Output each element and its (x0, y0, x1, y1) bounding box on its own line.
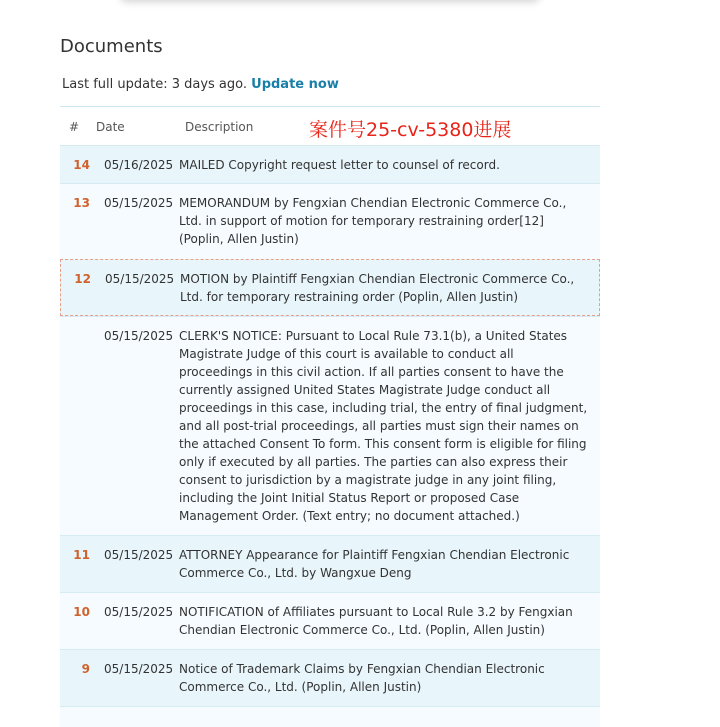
row-date: 05/15/2025 (104, 662, 174, 676)
row-date: 05/15/2025 (104, 196, 174, 210)
table-row[interactable] (60, 145, 600, 183)
row-num: 9 (81, 662, 90, 676)
table-row-selected[interactable] (60, 259, 600, 316)
header-date: Date (96, 120, 125, 134)
table-row-partial (60, 706, 600, 727)
row-description: NOTIFICATION of Affiliates pursuant to Local Rule 3.2 by Fengxian Chendian Electronic Commerce Co., Ltd. (Poplin, Allen Justin) (179, 605, 573, 637)
row-date: 05/16/2025 (104, 158, 174, 172)
table-row[interactable] (60, 316, 600, 535)
table-row[interactable] (60, 649, 600, 706)
documents-heading: Documents (60, 36, 163, 57)
docket-table (60, 106, 600, 727)
row-description: MAILED Copyright request letter to counsel of record. (179, 158, 500, 172)
table-row[interactable] (60, 183, 600, 259)
row-description: MOTION by Plaintiff Fengxian Chendian Electronic Commerce Co., Ltd. for temporary restraining order (Poplin, Allen Justin) (180, 272, 575, 304)
table-header (60, 107, 600, 145)
row-description: ATTORNEY Appearance for Plaintiff Fengxian Chendian Electronic Commerce Co., Ltd. by Wangxue Deng (179, 548, 570, 580)
row-num: 12 (74, 272, 91, 286)
row-num: 14 (73, 158, 90, 172)
case-number-annotation: 案件号25-cv-5380进展 (309, 119, 512, 141)
row-date: 05/15/2025 (105, 272, 175, 286)
row-num: 11 (73, 548, 90, 562)
row-date: 05/15/2025 (104, 548, 174, 562)
row-description: MEMORANDUM by Fengxian Chendian Electronic Commerce Co., Ltd. in support of motion for temporary restraining order[12] (Poplin, Allen Justin) (179, 196, 567, 246)
update-now-link[interactable]: Update now (251, 77, 339, 92)
row-date: 05/15/2025 (104, 329, 174, 343)
header-description: Description (185, 120, 254, 134)
last-update-line (62, 77, 339, 92)
row-num: 13 (73, 196, 90, 210)
row-num: 10 (73, 605, 90, 619)
last-update-text: Last full update: 3 days ago. (62, 77, 247, 92)
row-date: 05/15/2025 (104, 605, 174, 619)
header-num: # (69, 120, 80, 134)
row-description: CLERK'S NOTICE: Pursuant to Local Rule 73.1(b), a United States Magistrate Judge of this court is available to conduct all proceedings in this civil action. If all parties consent to have the currently assigned United States Magistrate Judge conduct all proceedings in this case, including trial, the entry of final judgment, and all post-trial proceedings, all parties must sign their names on the attached Consent To form. This consent form is eligible for filing only if executed by all parties. The parties can also express their consent to jurisdiction by a magistrate judge in any joint filing, including the Joint Initial Status Report or proposed Case Management Order. (Text entry; no document attached.) (179, 329, 588, 523)
row-description: Notice of Trademark Claims by Fengxian Chendian Electronic Commerce Co., Ltd. (Poplin, Allen Justin) (179, 662, 545, 694)
table-row[interactable] (60, 535, 600, 592)
table-row[interactable] (60, 592, 600, 649)
